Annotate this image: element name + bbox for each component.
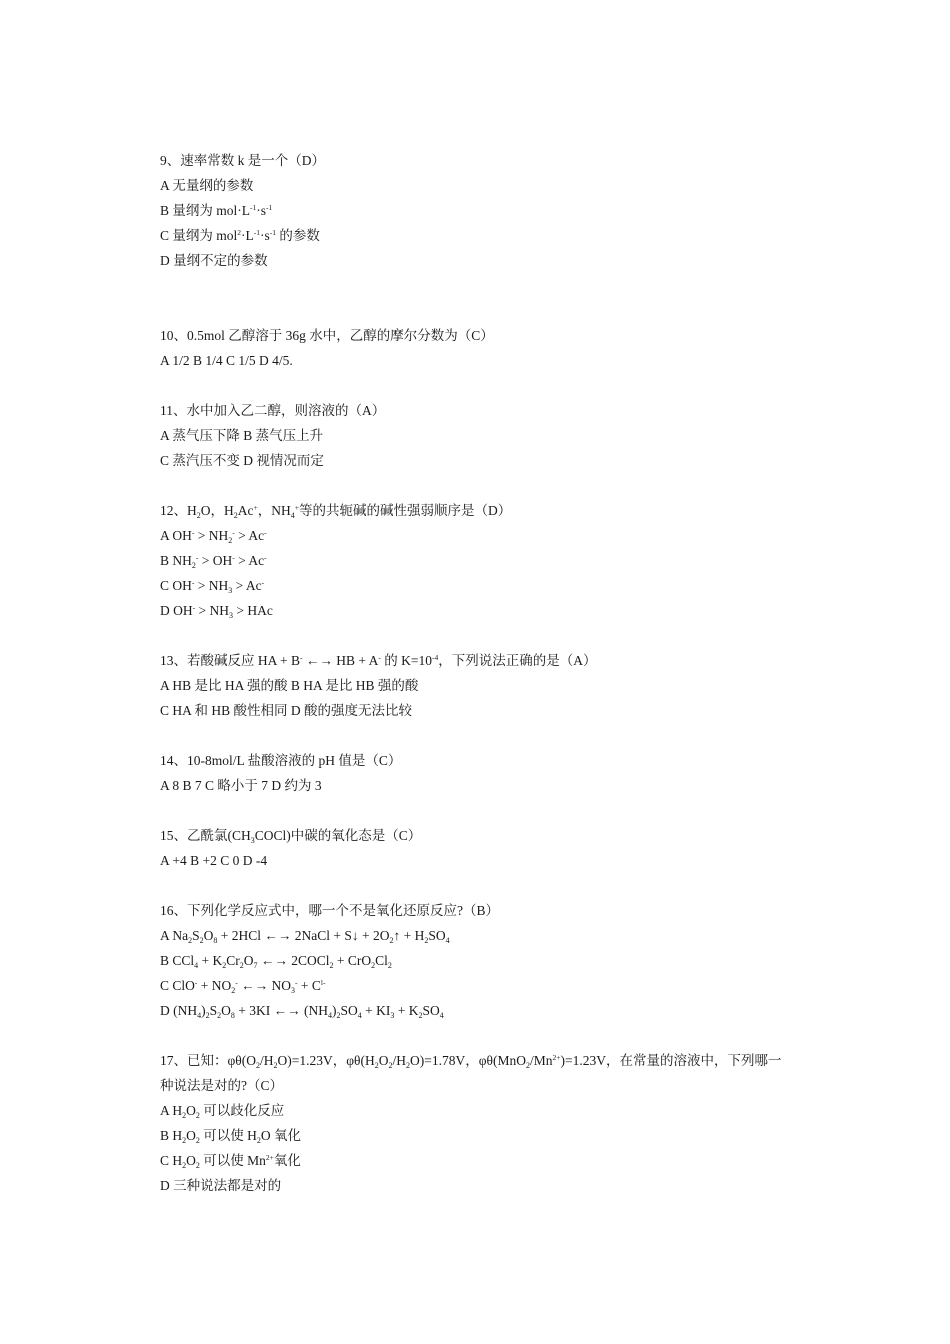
- q9-stem: 9、速率常数 k 是一个（D）: [160, 153, 325, 168]
- q14-stem: 14、10-8mol/L 盐酸溶液的 pH 值是（C）: [160, 753, 402, 768]
- q17-stem-line1: 17、已知：$\varphi\theta(O_2/H_2O)=1.23V$，$\varphi\theta(H_2O_2/H_2O)=1.78V$，$\varphi\theta(MnO_2/Mn^{2+})=1.23V$，在常量的溶液中，下列哪一: [160, 1053, 782, 1070]
- q12-option-a: A $OH^- > NH_2^- > Ac^-$: [160, 528, 267, 545]
- q16-option-a: A $Na_2S_2O_8 + 2HCl$ ←→ 2NaCl + S↓ + $2O_2↑ + H_2SO_4$: [160, 928, 450, 945]
- q9-option-a: A 无量纲的参数: [160, 178, 254, 193]
- q15-stem: 15、乙酰氯$(CH_3COCl)$中碳的氧化态是（C）: [160, 828, 422, 845]
- q17-stem-text: 17、已知：φθ(O: [160, 1053, 257, 1068]
- q12-stem-text: 12、H: [160, 503, 197, 518]
- q13-stem-k: 的 K=10: [380, 653, 432, 668]
- q15-stem-text: 15、乙酰氯(CH: [160, 828, 251, 843]
- q16-option-c: C $ClO^- + NO_2^-$ ←→ $NO_3^- + C^{l-}$: [160, 978, 326, 995]
- q16-stem: 16、下列化学反应式中，哪一个不是氧化还原反应?（B）: [160, 903, 499, 918]
- q9-option-b-text: B 量纲为 mol·L: [160, 203, 250, 218]
- q11-options-cd: C 蒸汽压不变 D 视情况而定: [160, 453, 324, 468]
- q9-option-b: B 量纲为 $mol\cdot L^{-1}\cdot s^{-1}$: [160, 203, 273, 218]
- q16-option-d: D $(NH_4)_2S_2O_8 + 3KI$ ←→ $(NH_4)_2SO_4 + KI_3 + K_2SO_4$: [160, 1003, 444, 1020]
- q10-stem: 10、0.5mol 乙醇溶于 36g 水中，乙醇的摩尔分数为（C）: [160, 328, 494, 343]
- q17-option-b: B $H_2O_2$ 可以使 $H_2O$ 氧化: [160, 1128, 302, 1145]
- q13-stem-tail: ，下列说法正确的是（A）: [438, 653, 597, 668]
- q11-stem: 11、水中加入乙二醇，则溶液的（A）: [160, 403, 386, 418]
- q12-option-d: D $OH^- > NH_3$ > HAc: [160, 603, 273, 620]
- q14-options: A 8 B 7 C 略小于 7 D 约为 3: [160, 778, 322, 793]
- q12-stem-tail: 等的共轭碱的碱性强弱顺序是（D）: [298, 503, 512, 518]
- q17-option-a: A $H_2O_2$ 可以歧化反应: [160, 1103, 285, 1120]
- q12-option-b: B $NH_2^- > OH^- > Ac^-$: [160, 553, 267, 570]
- q13-stem-mid: ←→ HB + A: [302, 653, 379, 668]
- q11-options-ab: A 蒸气压下降 B 蒸气压上升: [160, 428, 324, 443]
- q9-option-c-text: C 量纲为 mol: [160, 228, 238, 243]
- q16-option-b: B $CCl_4 + K_2Cr_2O_7$ ←→ 2COCl$_2$ + $CrO_2Cl_2$: [160, 953, 392, 970]
- q17-option-c: C $H_2O_2$ 可以使 $Mn^{2+}$氧化: [160, 1153, 301, 1170]
- q13-options-ab: A HB 是比 HA 强的酸 B HA 是比 HB 强的酸: [160, 678, 419, 693]
- q17-stem-line2: 种说法是对的?（C）: [160, 1078, 283, 1093]
- q15-options: A +4 B +2 C 0 D -4: [160, 853, 268, 868]
- q17-option-d: D 三种说法都是对的: [160, 1178, 282, 1193]
- q12-stem: 12、$H_2O$，$H_2Ac^+$，$NH_4^+$等的共轭碱的碱性强弱顺序是（D）: [160, 503, 512, 520]
- q12-option-c: C $OH^- > NH_3 > Ac^-$: [160, 578, 265, 595]
- q13-stem-text: 13、若酸碱反应 HA + B: [160, 653, 300, 668]
- q13-stem: 13、若酸碱反应 HA + B- ←→ HB + A- 的 $K=10^{-4}$，下列说法正确的是（A）: [160, 653, 597, 668]
- q9-option-c-tail: 的参数: [276, 228, 320, 243]
- q10-options: A 1/2 B 1/4 C 1/5 D 4/5.: [160, 353, 293, 368]
- q13-options-cd: C HA 和 HB 酸性相同 D 酸的强度无法比较: [160, 703, 413, 718]
- q15-stem-tail: COCl)中碳的氧化态是（C）: [254, 828, 422, 843]
- document-page: [160, 148, 820, 1198]
- q9-option-d: D 量纲不定的参数: [160, 253, 268, 268]
- q9-option-c: C 量纲为 $mol^2\cdot L^{-1}\cdot s^{-1}$ 的参数: [160, 228, 320, 243]
